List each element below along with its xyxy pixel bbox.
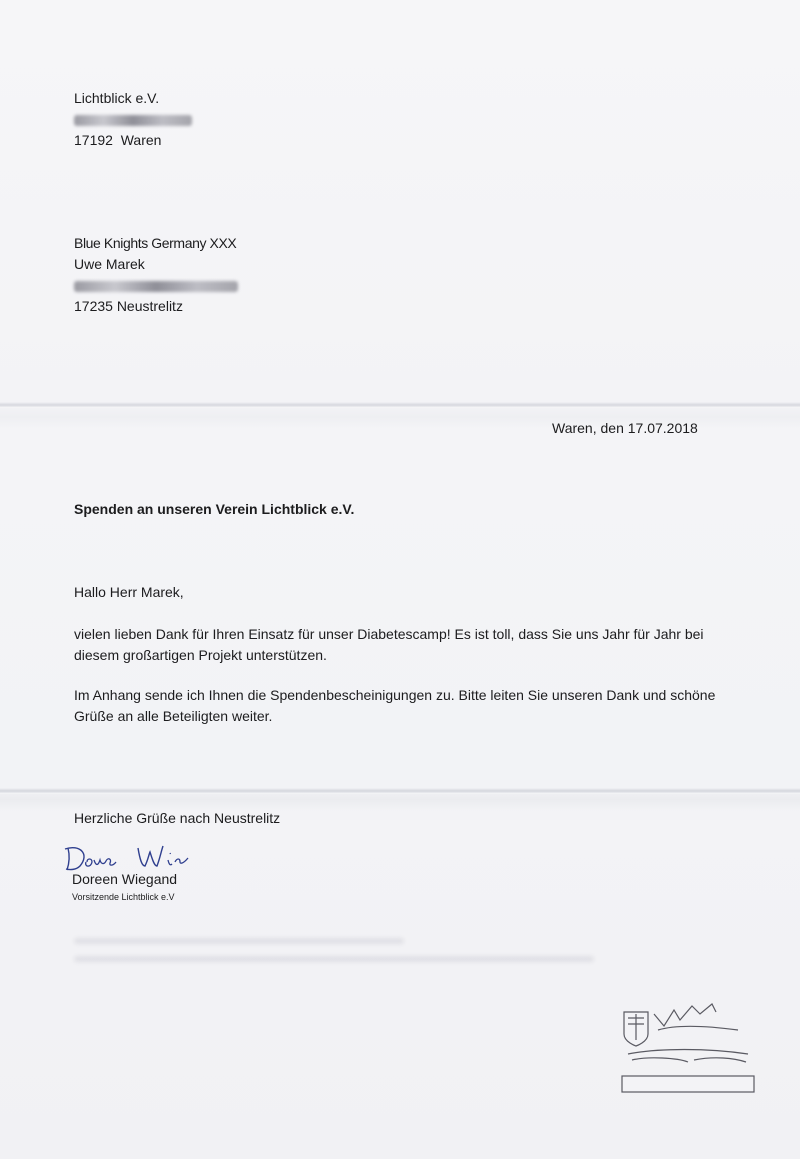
closing-line: Herzliche Grüße nach Neustrelitz: [74, 810, 281, 826]
show-through-text: [74, 938, 404, 944]
paper-fold-upper: [0, 402, 800, 408]
sender-name: Lichtblick e.V.: [74, 90, 160, 106]
show-through-text: [74, 956, 594, 962]
paper-fold-lower: [0, 788, 800, 794]
recipient-organization: Blue Knights Germany XXX: [74, 235, 237, 251]
body-paragraph: Im Anhang sende ich Ihnen die Spendenbescheinigungen zu. Bitte leiten Sie unseren Dank und schöne Grüße an alle Beteiligten weiter.: [74, 687, 716, 724]
sender-address: [74, 88, 192, 151]
body-paragraph: vielen lieben Dank für Ihren Einsatz für unser Diabetescamp! Es ist toll, dass Sie uns Jahr für Jahr bei diesem großartigen Projekt unterstützen.: [74, 626, 704, 663]
sender-street-redacted: [74, 109, 192, 130]
recipient-name: Uwe Marek: [74, 256, 145, 272]
recipient-city: 17235 Neustrelitz: [74, 298, 183, 314]
recipient-address: [74, 233, 238, 317]
recipient-street-redacted: [74, 275, 238, 296]
signer-name: Doreen Wiegand: [72, 871, 178, 887]
greeting: Hallo Herr Marek,: [74, 584, 184, 600]
embossed-club-stamp-icon: [618, 1000, 758, 1100]
date-line: Waren, den 17.07.2018: [552, 420, 698, 436]
subject-line: Spenden an unseren Verein Lichtblick e.V.: [74, 501, 355, 517]
sender-city: 17192 Waren: [74, 132, 162, 148]
signer-title: Vorsitzende Lichtblick e.V: [72, 892, 175, 902]
